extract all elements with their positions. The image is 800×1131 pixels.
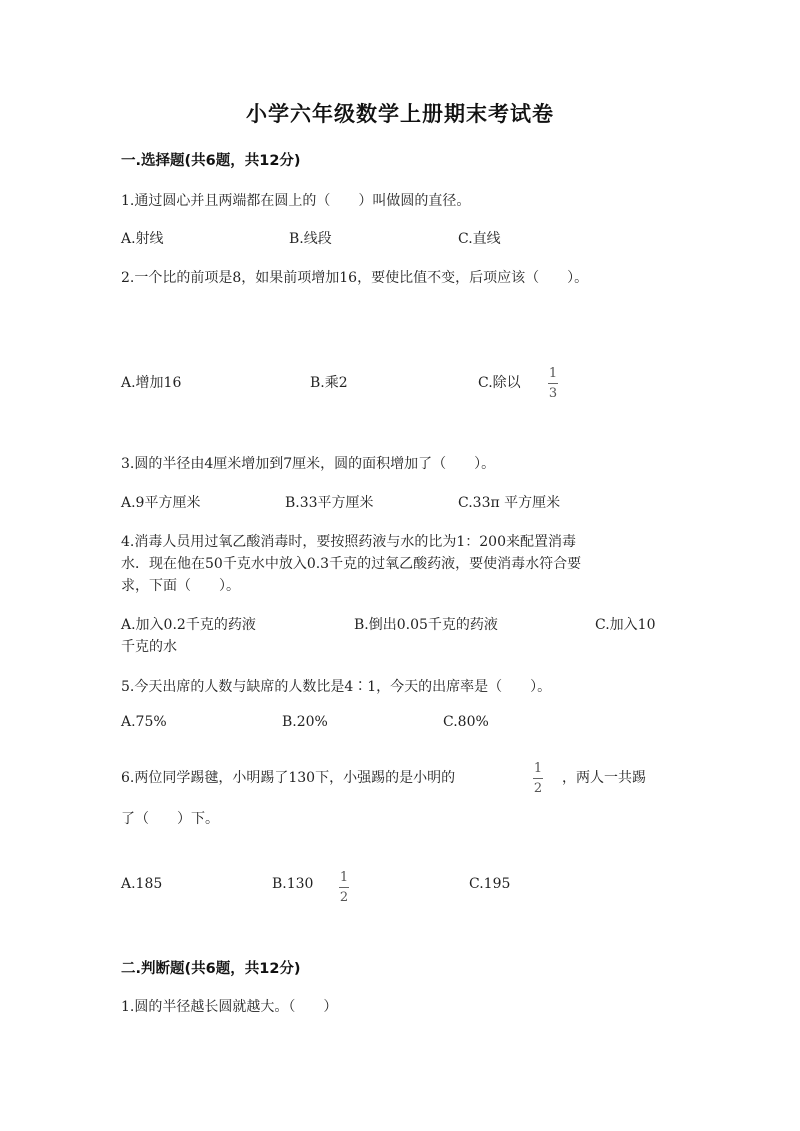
- fraction-denominator: 2: [339, 890, 349, 905]
- fraction-bar: [533, 778, 543, 779]
- question-4-option-a: A.加入0.2千克的药液: [121, 617, 256, 633]
- fraction-numerator: 1: [533, 761, 543, 776]
- section-heading-judgement: 二.判断题(共6题，共12分): [121, 961, 301, 977]
- question-4-option-c: C.加入10: [595, 617, 656, 633]
- question-6-option-c: C.195: [469, 876, 511, 892]
- question-6-line-1-post: ，两人一共踢: [562, 770, 646, 786]
- question-6-option-a: A.185: [121, 876, 163, 892]
- question-1-option-c: C.直线: [458, 231, 501, 247]
- question-1-text: 1.通过圆心并且两端都在圆上的（ ）叫做圆的直径。: [121, 193, 471, 209]
- fraction-denominator: 2: [533, 781, 543, 796]
- question-1-option-a: A.射线: [121, 231, 164, 247]
- question-2-option-c: C.除以: [478, 375, 521, 391]
- fraction-bar: [339, 887, 349, 888]
- question-2-option-a: A.增加16: [121, 375, 182, 391]
- question-6-fraction: [533, 762, 543, 795]
- question-2-option-b: B.乘2: [310, 375, 348, 391]
- question-6-line-2: 了（ ）下。: [121, 811, 219, 827]
- question-2-text: 2.一个比的前项是8，如果前项增加16，要使比值不变，后项应该（ ）。: [121, 270, 589, 286]
- question-6-line-1-pre: 6.两位同学踢毽，小明踢了130下，小强踢的是小明的: [121, 770, 456, 786]
- question-4-option-c-continued: 千克的水: [121, 639, 177, 655]
- question-4-line-1: 4.消毒人员用过氧乙酸消毒时，要按照药液与水的比为1：200来配置消毒: [121, 534, 576, 550]
- page-title: 小学六年级数学上册期末考试卷: [246, 101, 554, 126]
- question-4-line-3: 求，下面（ ）。: [121, 578, 240, 594]
- fraction-denominator: 3: [548, 386, 558, 401]
- question-4-line-2: 水．现在他在50千克水中放入0.3千克的过氧乙酸药液，要使消毒水符合要: [121, 556, 582, 572]
- question-4-option-b: B.倒出0.05千克的药液: [354, 617, 498, 633]
- question-6-option-b: B.130: [272, 876, 314, 892]
- question-6-option-b-fraction: [339, 871, 349, 904]
- fraction-numerator: 1: [339, 870, 349, 885]
- question-3-option-a: A.9平方厘米: [121, 495, 201, 511]
- question-3-text: 3.圆的半径由4厘米增加到7厘米，圆的面积增加了（ ）。: [121, 456, 496, 472]
- question-5-option-a: A.75%: [121, 714, 167, 730]
- question-3-option-c: C.33π 平方厘米: [458, 495, 561, 511]
- judgement-question-1-text: 1.圆的半径越长圆就越大。（ ）: [121, 999, 338, 1015]
- question-1-option-b: B.线段: [289, 231, 332, 247]
- question-3-option-b: B.33平方厘米: [285, 495, 374, 511]
- question-5-text: 5.今天出席的人数与缺席的人数比是4∶1，今天的出席率是（ ）。: [121, 679, 552, 695]
- fraction-numerator: 1: [548, 366, 558, 381]
- question-5-option-c: C.80%: [443, 714, 489, 730]
- question-5-option-b: B.20%: [282, 714, 328, 730]
- question-2-option-c-fraction: [548, 367, 558, 400]
- section-heading-choice: 一.选择题(共6题，共12分): [121, 153, 301, 169]
- fraction-bar: [548, 383, 558, 384]
